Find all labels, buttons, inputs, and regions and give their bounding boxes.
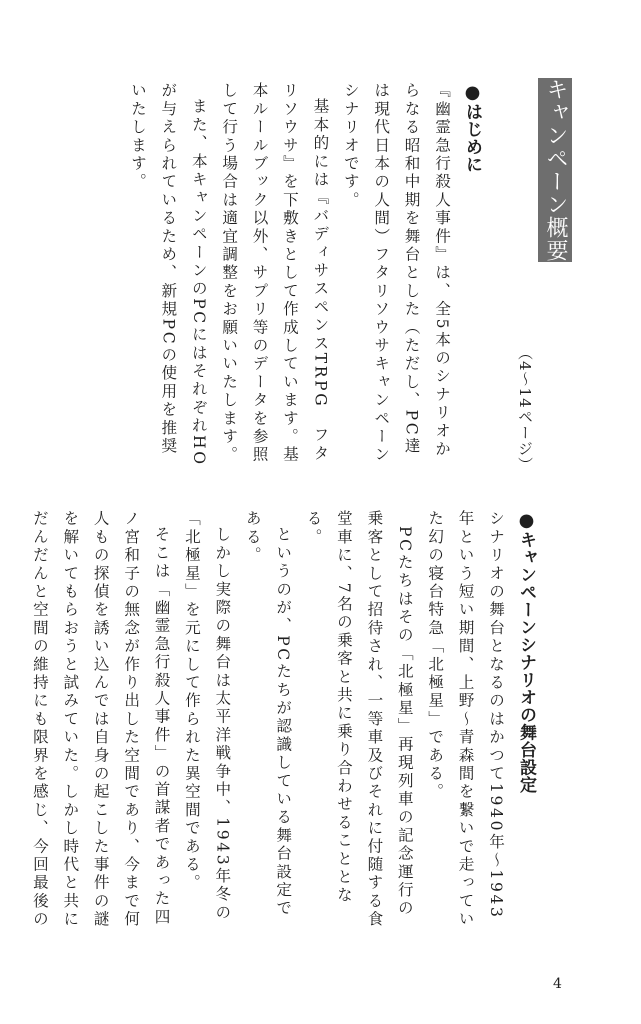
bullet-icon: ● (462, 82, 483, 103)
setting-paragraph-1: シナリオの舞台となるのはかつて1940年～1943年という短い期間、上野～青森間を繋いで走っていた幻の寝台特急「北極星」である。 (426, 510, 505, 929)
intro-paragraph-3: また、本キャンペーンのPCにはそれぞれHOが与えられているため、新規PCの使用を推奨いたします。 (128, 82, 208, 467)
intro-heading (457, 82, 487, 468)
setting-paragraph-4: しかし実際の舞台は太平洋戦争中、1943年冬の「北極星」を元にして作られた異空間である。 (182, 510, 232, 922)
setting-paragraph-5: そこは「幽霊急行殺人事件」の首謀者であった四ノ宮和子の無念が作り出した空間であり、今まで何人もの探偵を誘い込んでは自身の起こした事件の謎を解いてもらおうと試みていた。しかし時代と共にだんだんと空間の維持にも限界を感じ、今回最後の (30, 510, 171, 929)
intro-section (123, 82, 487, 468)
page-number: 4 (553, 976, 562, 992)
intro-heading-text: はじめに (462, 103, 482, 173)
setting-heading (511, 510, 541, 933)
intro-paragraph-2: 基本的には『バディサスペンスTRPG フタリソウサ』を下敷きとして作成しています。基本ルールブック以外、サプリ等のデータを参照して行う場合は適宜調整をお願いいたします。 (220, 82, 330, 465)
setting-heading-text: キャンペーンシナリオの舞台設定 (516, 531, 536, 794)
intro-paragraph-1: 『幽霊急行殺人事件』は、全5本のシナリオからなる昭和中期を舞台とした（ただし、PC達は現代日本の人間）フタリソウサキャンペーンシナリオです。 (341, 82, 451, 465)
page-range: （4～14ページ） (516, 345, 534, 473)
setting-paragraph-2: PCたちはその「北極星」再現列車の記念運行の乗客として招待され、一等車及びそれに付随する食堂車に、7名の乗客と共に乗り合わせることとなる。 (304, 510, 414, 929)
setting-section (25, 510, 542, 933)
setting-paragraph-3: というのが、PCたちが認識している舞台設定である。 (243, 510, 293, 918)
chapter-title: キャンペーン概要 (538, 78, 572, 262)
bullet-icon: ● (516, 510, 537, 531)
